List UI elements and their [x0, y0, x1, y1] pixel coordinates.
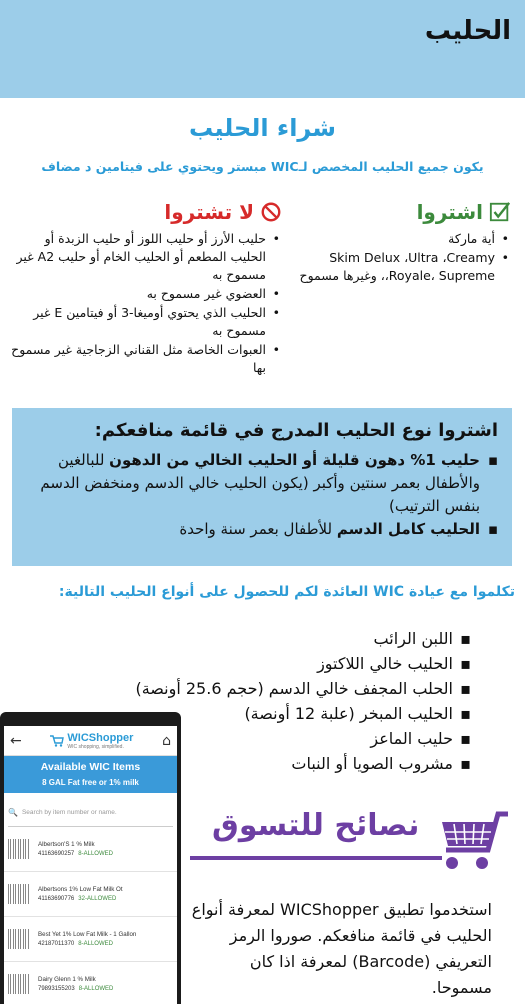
list-item[interactable]	[4, 827, 177, 872]
item-rest: للأطفال بعمر سنة واحدة	[179, 520, 333, 538]
dont-buy-list	[6, 230, 282, 377]
search-input[interactable]	[8, 799, 173, 827]
benefits-title: اشتروا نوع الحليب المدرج في قائمة منافعكم:	[94, 420, 498, 441]
checkbox-icon	[489, 201, 511, 223]
list-item[interactable]	[4, 962, 177, 1004]
app-bar	[4, 726, 177, 756]
item-name: Albertsons 1% Low Fat Milk Ot	[38, 886, 123, 893]
prohibited-icon	[260, 201, 282, 223]
buy-column	[286, 200, 511, 286]
list-item: • أية ماركة	[286, 230, 511, 248]
item-rest: للبالغين والأطفال بعمر سنتين وأكبر (يكون الحليب خالي الدسم ومنخفض الدسم بنفس الترتيب)	[40, 451, 480, 515]
list-item: • العضوي غير مسموح به	[6, 285, 282, 303]
banner-subtitle: 8 GAL Fat free or 1% milk	[42, 778, 139, 787]
item-status: 8-ALLOWED	[78, 986, 114, 992]
tips-underline	[190, 856, 442, 860]
search-icon: 🔍	[8, 808, 18, 817]
list-item: • حليب الأرز أو حليب اللوز أو حليب الزبدة أو الحليب المطعم أو الحليب الخام أو حليب A2 غير مسموح به	[6, 230, 282, 284]
list-item: ▪ الحليب خالي اللاكتوز	[51, 651, 471, 676]
home-icon[interactable]: ⌂	[162, 732, 171, 749]
list-item[interactable]	[4, 917, 177, 962]
list-item	[26, 449, 498, 518]
phone-screenshot	[0, 712, 181, 1004]
item-code: 79893155203	[38, 986, 75, 992]
cart-icon	[50, 735, 64, 747]
shopping-tips-text: استخدموا تطبيق WICShopper لمعرفة أنواع الحليب في قائمة منافعكم. صوروا الرمز التعريفي (Barcode) لمعرفة اذا كان مسموحا.	[191, 900, 492, 997]
app-logo	[50, 732, 133, 750]
item-code: 42187011370	[38, 941, 75, 947]
item-name: Best Yet 1% Low Fat Milk - 1 Gallon	[38, 931, 137, 938]
search-placeholder: Search by item number or name.	[21, 809, 117, 816]
list-item[interactable]	[4, 872, 177, 917]
item-status: 8-ALLOWED	[78, 851, 113, 857]
banner-title: Available WIC Items	[40, 761, 141, 773]
buy-list	[286, 230, 511, 285]
page-title: الحليب	[424, 16, 511, 46]
list-item: ▪ اللبن الرائب	[51, 626, 471, 651]
barcode-icon	[8, 974, 30, 994]
dont-buy-heading-label: لا تشتروا	[164, 200, 254, 224]
list-item	[26, 518, 498, 541]
dont-buy-heading	[6, 200, 282, 224]
barcode-icon	[8, 839, 30, 859]
item-code: 41163690257	[38, 851, 75, 857]
list-item: ▪ حليب الماعز	[51, 726, 471, 751]
benefits-list	[26, 449, 498, 541]
list-item: ▪ الحلب المجفف خالي الدسم (حجم 25.6 أونصة)	[51, 676, 471, 701]
shopping-cart-icon	[436, 808, 512, 874]
list-item: • Skim Delux ،Ultra ،Creamy ،Royale، Supreme، وغيرها مسموح	[286, 249, 511, 285]
list-item: • الحليب الذي يحتوي أوميغا-3 أو فيتامين E غير مسموح به	[6, 304, 282, 340]
buy-section-title: شراء الحليب	[189, 114, 336, 142]
dont-buy-column	[6, 200, 282, 378]
item-code: 41163690776	[38, 896, 75, 902]
list-item: • العبوات الخاصة مثل القناني الزجاجية غير مسموح بها	[6, 341, 282, 377]
buy-heading	[286, 200, 511, 224]
talk-to-clinic-line: تكلموا مع عيادة WIC العائدة لكم للحصول على أنواع الحليب التالية:	[58, 584, 515, 600]
logo-text: WICShopper	[67, 731, 134, 744]
barcode-icon	[8, 929, 30, 949]
back-arrow-icon[interactable]: ←	[10, 732, 22, 749]
header-band	[0, 0, 525, 98]
benefits-box	[12, 408, 512, 566]
app-banner	[4, 756, 177, 793]
logo-tagline: WIC shopping, simplified.	[67, 743, 124, 750]
item-status: 32-ALLOWED	[78, 896, 117, 902]
item-name: Albertson'S 1 % Milk	[38, 841, 95, 848]
list-item: ▪ مشروب الصويا أو النبات	[51, 751, 471, 776]
item-status: 8-ALLOWED	[78, 941, 113, 947]
barcode-icon	[8, 884, 30, 904]
item-bold: حليب 1% دهون قليلة أو الحليب الخالي من الدهون	[109, 451, 480, 469]
phone-screen	[4, 726, 177, 1004]
item-name: Dairy Glenn 1 % Milk	[38, 976, 96, 983]
buy-heading-label: اشتروا	[416, 200, 483, 224]
item-bold: الحليب كامل الدسم	[336, 520, 480, 538]
buy-section-subtitle: يكون جميع الحليب المخصص لـWIC مبستر ويحتوي على فيتامين د مضاف	[41, 159, 484, 174]
shopping-tips-title: نصائح للتسوق	[212, 808, 420, 843]
list-item: ▪ الحليب المبخر (علبة 12 أونصة)	[51, 701, 471, 726]
